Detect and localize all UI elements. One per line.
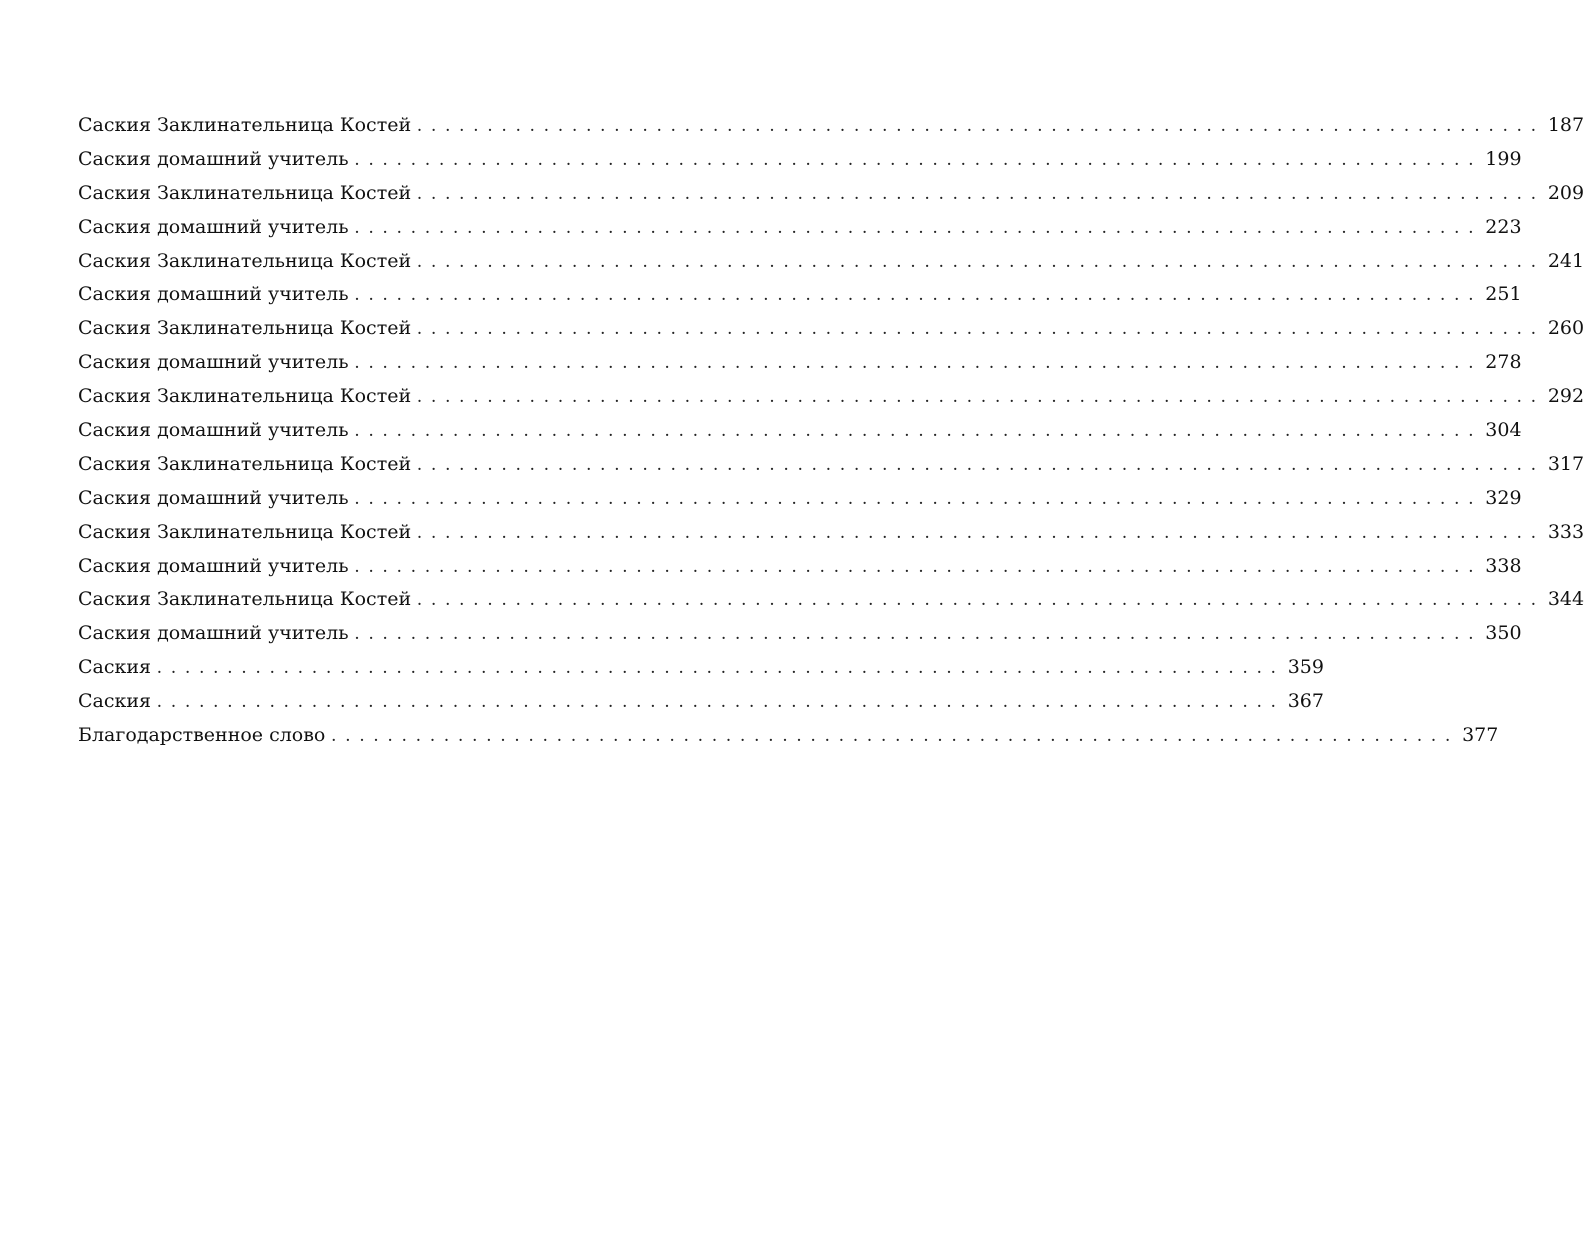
- dot-leader: . . . . . . . . . . . . . . . . . . . . . . . . . . . . . . . . . . . . . . . . . . . . . . . . . . . . . . . . . . . . . . . . . . . . . . . . . . . . . . . .: [417, 589, 1539, 611]
- toc-entry-page: 292: [1547, 385, 1584, 408]
- dot-leader: . . . . . . . . . . . . . . . . . . . . . . . . . . . . . . . . . . . . . . . . . . . . . . . . . . . . . . . . . . . . . . . . . . . . . . . . . . . . . . . .: [417, 182, 1539, 204]
- toc-entry-page: 199: [1485, 147, 1522, 170]
- toc-entry: [78, 448, 1584, 482]
- toc-entry: [78, 211, 1522, 245]
- toc-entry: [78, 278, 1522, 312]
- toc-entry-title: Саския домашний учитель: [78, 215, 349, 238]
- toc-entry-page: 338: [1485, 554, 1522, 577]
- dot-leader: . . . . . . . . . . . . . . . . . . . . . . . . . . . . . . . . . . . . . . . . . . . . . . . . . . . . . . . . . . . . . . . . . . . . . . . . . . . . . . . .: [417, 115, 1539, 136]
- toc-entry-page: 359: [1287, 656, 1324, 679]
- toc-entry-title: Саския домашний учитель: [78, 486, 349, 509]
- toc-entry-page: 241: [1547, 249, 1584, 272]
- dot-leader: . . . . . . . . . . . . . . . . . . . . . . . . . . . . . . . . . . . . . . . . . . . . . . . . . . . . . . . . . . . . . . . . . . . . . . . . . . . . . . . .: [417, 318, 1539, 340]
- toc-entry-page: 350: [1485, 622, 1522, 645]
- toc-entry-page: 278: [1485, 351, 1522, 374]
- dot-leader: . . . . . . . . . . . . . . . . . . . . . . . . . . . . . . . . . . . . . . . . . . . . . . . . . . . . . . . . . . . . . . . . . . . . . . . . . . . . . . . .: [354, 487, 1476, 509]
- toc-entry-page: 344: [1547, 588, 1584, 611]
- dot-leader: . . . . . . . . . . . . . . . . . . . . . . . . . . . . . . . . . . . . . . . . . . . . . . . . . . . . . . . . . . . . . . . . . . . . . . . . . . . . . . . .: [354, 420, 1476, 442]
- dot-leader: . . . . . . . . . . . . . . . . . . . . . . . . . . . . . . . . . . . . . . . . . . . . . . . . . . . . . . . . . . . . . . . . . . . . . . . . . . . . . . . .: [331, 725, 1453, 747]
- toc-entry-page: 260: [1547, 317, 1584, 340]
- toc-entry: [78, 312, 1584, 346]
- toc-entry-page: 333: [1547, 520, 1584, 543]
- dot-leader: . . . . . . . . . . . . . . . . . . . . . . . . . . . . . . . . . . . . . . . . . . . . . . . . . . . . . . . . . . . . . . . . . . . . . . . . . . . . . . . .: [354, 284, 1476, 306]
- toc-entry: [78, 516, 1584, 550]
- dot-leader: . . . . . . . . . . . . . . . . . . . . . . . . . . . . . . . . . . . . . . . . . . . . . . . . . . . . . . . . . . . . . . . . . . . . . . . . . . . . . . . .: [417, 521, 1539, 543]
- dot-leader: . . . . . . . . . . . . . . . . . . . . . . . . . . . . . . . . . . . . . . . . . . . . . . . . . . . . . . . . . . . . . . . . . . . . . . . . . . . . . . . .: [417, 250, 1539, 272]
- toc-entry-title: Саския Заклинательница Костей: [78, 249, 412, 272]
- toc-entry: [78, 245, 1584, 279]
- toc-entry-title: Саския домашний учитель: [78, 622, 349, 645]
- toc-entry: [78, 143, 1522, 177]
- toc-entry-title: Благодарственное слово: [78, 724, 326, 747]
- toc-entry-title: Саския: [78, 690, 152, 713]
- toc-entry-page: 329: [1485, 486, 1522, 509]
- table-of-contents: [78, 109, 1584, 753]
- toc-entry-title: Саския домашний учитель: [78, 283, 349, 306]
- toc-entry-title: Саския Заклинательница Костей: [78, 114, 412, 136]
- toc-entry: [78, 482, 1522, 516]
- toc-entry: [78, 617, 1522, 651]
- dot-leader: . . . . . . . . . . . . . . . . . . . . . . . . . . . . . . . . . . . . . . . . . . . . . . . . . . . . . . . . . . . . . . . . . . . . . . . . . . . . . . . .: [354, 216, 1476, 238]
- toc-entry-title: Саския домашний учитель: [78, 554, 349, 577]
- toc-entry-title: Саския Заклинательница Костей: [78, 181, 412, 204]
- toc-entry-page: 251: [1485, 283, 1522, 306]
- toc-entry: [78, 414, 1522, 448]
- toc-entry: [78, 380, 1584, 414]
- dot-leader: . . . . . . . . . . . . . . . . . . . . . . . . . . . . . . . . . . . . . . . . . . . . . . . . . . . . . . . . . . . . . . . . . . . . . . . . . . . . . . . .: [157, 691, 1278, 713]
- toc-entry-title: Саския Заклинательница Костей: [78, 317, 412, 340]
- toc-entry-title: Саския домашний учитель: [78, 351, 349, 374]
- toc-entry-title: Саския домашний учитель: [78, 419, 349, 442]
- toc-entry-title: Саския Заклинательница Костей: [78, 520, 412, 543]
- toc-entry-title: Саския Заклинательница Костей: [78, 588, 412, 611]
- dot-leader: . . . . . . . . . . . . . . . . . . . . . . . . . . . . . . . . . . . . . . . . . . . . . . . . . . . . . . . . . . . . . . . . . . . . . . . . . . . . . . . .: [417, 453, 1539, 475]
- toc-entry-page: 377: [1462, 724, 1499, 747]
- toc-entry: [78, 719, 1499, 753]
- dot-leader: . . . . . . . . . . . . . . . . . . . . . . . . . . . . . . . . . . . . . . . . . . . . . . . . . . . . . . . . . . . . . . . . . . . . . . . . . . . . . . . .: [354, 148, 1476, 170]
- toc-entry-page: 367: [1287, 690, 1324, 713]
- toc-entry-title: Саския Заклинательница Костей: [78, 452, 412, 475]
- toc-entry-page: 223: [1485, 215, 1522, 238]
- toc-entry: [78, 651, 1324, 685]
- toc-entry-title: Саския Заклинательница Костей: [78, 385, 412, 408]
- toc-entry: [78, 346, 1522, 380]
- dot-leader: . . . . . . . . . . . . . . . . . . . . . . . . . . . . . . . . . . . . . . . . . . . . . . . . . . . . . . . . . . . . . . . . . . . . . . . . . . . . . . . .: [417, 386, 1539, 408]
- dot-leader: . . . . . . . . . . . . . . . . . . . . . . . . . . . . . . . . . . . . . . . . . . . . . . . . . . . . . . . . . . . . . . . . . . . . . . . . . . . . . . . .: [354, 555, 1476, 577]
- toc-entry: [78, 177, 1584, 211]
- toc-entry: [78, 550, 1522, 584]
- toc-entry-page: 187: [1547, 114, 1584, 136]
- dot-leader: . . . . . . . . . . . . . . . . . . . . . . . . . . . . . . . . . . . . . . . . . . . . . . . . . . . . . . . . . . . . . . . . . . . . . . . . . . . . . . . .: [354, 623, 1476, 645]
- toc-entry: [78, 583, 1584, 617]
- dot-leader: . . . . . . . . . . . . . . . . . . . . . . . . . . . . . . . . . . . . . . . . . . . . . . . . . . . . . . . . . . . . . . . . . . . . . . . . . . . . . . . .: [157, 657, 1278, 679]
- toc-entry-page: 317: [1547, 452, 1584, 475]
- toc-entry-page: 304: [1485, 419, 1522, 442]
- toc-entry-page: 209: [1547, 181, 1584, 204]
- toc-entry-title: Саския домашний учитель: [78, 147, 349, 170]
- toc-entry-title: Саския: [78, 656, 152, 679]
- toc-entry: [78, 109, 1584, 143]
- toc-entry: [78, 685, 1324, 719]
- dot-leader: . . . . . . . . . . . . . . . . . . . . . . . . . . . . . . . . . . . . . . . . . . . . . . . . . . . . . . . . . . . . . . . . . . . . . . . . . . . . . . . .: [354, 352, 1476, 374]
